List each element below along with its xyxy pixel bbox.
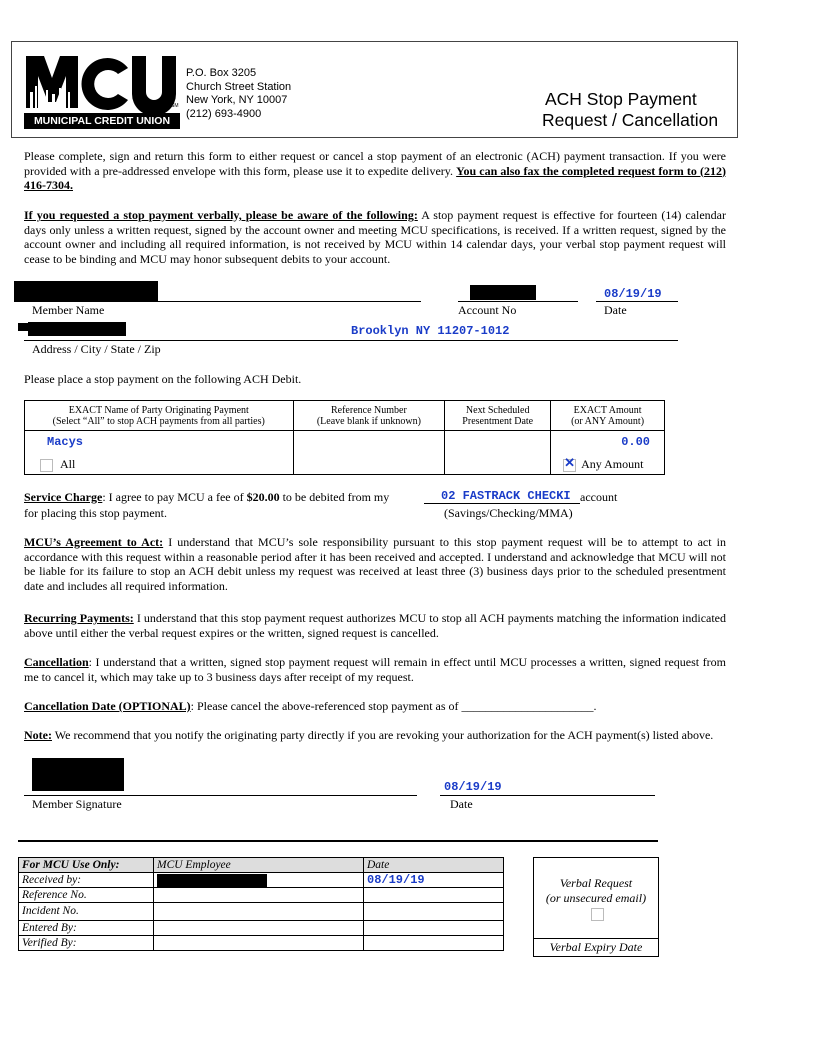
mcu-date-header: Date bbox=[364, 858, 504, 873]
address-line: (212) 693-4900 bbox=[186, 107, 262, 120]
party-name-value[interactable]: Macys bbox=[47, 435, 84, 449]
party-cell[interactable] bbox=[25, 431, 294, 475]
signature-date-value: 08/19/19 bbox=[444, 780, 502, 794]
account-no-line bbox=[458, 301, 578, 302]
account-type-hint: (Savings/Checking/MMA) bbox=[444, 506, 573, 520]
form-title bbox=[540, 89, 730, 131]
incident-no-label: Incident No. bbox=[19, 903, 154, 921]
verified-by-cell bbox=[154, 936, 364, 951]
address-line: New York, NY 10007 bbox=[186, 94, 288, 106]
agreement-text: I understand that MCU’s sole responsibility pursuant to this stop payment request will be to attempt to act in accordance with this request within a reasonable period after it has been received and accepted. I understand and acknowledge that MCU will not be liable for its failure to stop an ACH debit unless my request was received at least three (3) business days prior to the scheduled presentment date and includes all required information. bbox=[24, 535, 726, 593]
debit-account-value[interactable]: 02 FASTRACK CHECKI bbox=[441, 489, 571, 503]
entered-by-date-cell bbox=[364, 921, 504, 936]
account-no-label: Account No bbox=[458, 303, 517, 317]
redacted-signature bbox=[32, 758, 124, 791]
header-amount-hint: (or ANY Amount) bbox=[571, 415, 645, 427]
presentment-cell[interactable] bbox=[445, 431, 551, 475]
mcu-use-table bbox=[18, 857, 504, 951]
reference-no-date-cell bbox=[364, 888, 504, 903]
header-reference-hint: (Leave blank if unknown) bbox=[316, 415, 421, 427]
cancellation-text: : I understand that a written, signed stop payment request will remain in effect until MCU processes a written, signed request from me to cancel it, which may take up to 3 business days after receipt of my request. bbox=[24, 655, 726, 684]
cancel-date-heading: Cancellation Date (OPTIONAL) bbox=[24, 699, 191, 713]
signature-date-label: Date bbox=[450, 797, 473, 811]
agreement-heading: MCU’s Agreement to Act: bbox=[24, 535, 164, 549]
all-option[interactable] bbox=[40, 459, 75, 472]
form-title-line2: Request / Cancellation bbox=[542, 110, 719, 130]
note-text: We recommend that you notify the originating party directly if you are revoking your authorization for the ACH payment(s) listed above. bbox=[51, 728, 714, 742]
address-label: Address / City / State / Zip bbox=[32, 342, 161, 356]
header-reference bbox=[293, 401, 445, 431]
header-party-hint: (Select “All” to stop ACH payments from all parties) bbox=[52, 415, 265, 427]
mcu-use-header: For MCU Use Only: bbox=[19, 858, 154, 873]
verbal-request-checkbox[interactable] bbox=[591, 908, 604, 921]
intro-paragraph bbox=[24, 149, 726, 193]
verbal-request-label: Verbal Request bbox=[559, 876, 633, 890]
note-heading: Note: bbox=[24, 728, 52, 742]
service-charge bbox=[24, 490, 389, 505]
member-date-label: Date bbox=[604, 303, 627, 317]
section-divider bbox=[18, 840, 658, 842]
member-name-label: Member Name bbox=[32, 303, 105, 317]
received-by-label: Received by: bbox=[19, 873, 154, 888]
member-date-line bbox=[596, 301, 678, 302]
signature-date-line bbox=[440, 795, 655, 796]
address-line: Church Street Station bbox=[186, 80, 292, 93]
header-party bbox=[25, 401, 294, 431]
mcu-logo bbox=[24, 52, 180, 130]
incident-no-date-cell bbox=[364, 903, 504, 921]
instruction-text: Please place a stop payment on the following ACH Debit. bbox=[24, 372, 302, 386]
redacted-street-address bbox=[28, 322, 126, 336]
entered-by-label: Entered By: bbox=[19, 921, 154, 936]
redacted-member-name bbox=[14, 281, 158, 302]
reference-cell[interactable] bbox=[293, 431, 445, 475]
logo-subtitle: MUNICIPAL CREDIT UNION bbox=[33, 115, 171, 127]
received-date-cell bbox=[364, 873, 504, 888]
header-amount-title: EXACT Amount bbox=[573, 404, 642, 416]
received-date-value: 08/19/19 bbox=[367, 872, 425, 887]
service-charge-text-a: : I agree to pay MCU a fee of bbox=[102, 490, 247, 504]
incident-no-cell bbox=[154, 903, 364, 921]
any-amount-option[interactable] bbox=[563, 455, 644, 472]
address-line: P.O. Box 3205 bbox=[186, 67, 257, 79]
service-fee: $20.00 bbox=[246, 490, 280, 504]
reference-no-cell bbox=[154, 888, 364, 903]
header-amount bbox=[551, 401, 665, 431]
header-presentment-hint: Presentment Date bbox=[462, 415, 534, 427]
address-line-rule bbox=[24, 340, 678, 341]
mcu-employee-header: MCU Employee bbox=[154, 858, 364, 873]
recurring-paragraph bbox=[24, 611, 726, 640]
service-charge-heading: Service Charge bbox=[24, 490, 103, 504]
signature-label: Member Signature bbox=[32, 797, 122, 811]
reference-no-label: Reference No. bbox=[19, 888, 154, 903]
mcu-address bbox=[186, 67, 291, 121]
recurring-heading: Recurring Payments: bbox=[24, 611, 134, 625]
verbal-text: A stop payment request is effective for fourteen (14) calendar days only unless a written request, signed by the account owner and meeting MCU specifications, is received. If a written request, signed by the account owner and including all required information, is not received by MCU within 14 calendar days, your verbal stop payment request will cease to be binding and MCU may honor subsequent debits to your account. bbox=[24, 208, 727, 266]
service-charge-account-word: account bbox=[580, 490, 618, 504]
verbal-expiry-line bbox=[534, 938, 658, 939]
ach-debit-table bbox=[24, 400, 665, 475]
service-charge-text-b: to be debited from my bbox=[279, 490, 390, 504]
service-charge-text-d: for placing this stop payment. bbox=[24, 506, 167, 520]
verbal-heading: If you requested a stop payment verbally, please be aware of the following: bbox=[24, 208, 418, 222]
entered-by-cell bbox=[154, 921, 364, 936]
signature-line bbox=[24, 795, 417, 796]
cancellation-heading: Cancellation bbox=[24, 655, 89, 669]
member-date-value: 08/19/19 bbox=[604, 287, 662, 301]
header-party-title: EXACT Name of Party Originating Payment bbox=[68, 404, 249, 416]
fax-notice: You can also fax the completed request form to (212) 416-7304. bbox=[24, 163, 726, 192]
intro-text: Please complete, sign and return this form to either request or cancel a stop payment of an electronic (ACH) payment transaction. If you were provided with a pre-addressed envelope with this form, please use it to expedite delivery. bbox=[24, 149, 726, 178]
note-paragraph bbox=[24, 728, 726, 743]
verbal-expiry-label: Verbal Expiry Date bbox=[549, 940, 643, 954]
member-name-line bbox=[24, 301, 421, 302]
verbal-request-sublabel: (or unsecured email) bbox=[545, 891, 647, 905]
amount-value[interactable]: 0.00 bbox=[621, 435, 650, 449]
all-label: All bbox=[60, 457, 76, 472]
header-presentment bbox=[445, 401, 551, 431]
header-reference-title: Reference Number bbox=[330, 404, 407, 416]
cancel-date-paragraph bbox=[24, 699, 726, 714]
verified-by-label: Verified By: bbox=[19, 936, 154, 951]
agreement-paragraph bbox=[24, 535, 726, 593]
received-by-employee bbox=[154, 873, 364, 888]
amount-cell[interactable] bbox=[551, 431, 665, 475]
address-city-value: Brooklyn NY 11207-1012 bbox=[351, 324, 510, 338]
verbal-request-box bbox=[533, 857, 659, 957]
checkmark-x-icon: ✕ bbox=[564, 455, 576, 470]
all-checkbox[interactable] bbox=[40, 459, 53, 472]
any-amount-checkbox[interactable] bbox=[563, 455, 576, 472]
any-amount-label: Any Amount bbox=[581, 457, 644, 472]
verbal-paragraph bbox=[24, 208, 726, 266]
verified-by-date-cell bbox=[364, 936, 504, 951]
redacted-account-number bbox=[470, 285, 536, 300]
cancel-date-text[interactable]: : Please cancel the above-referenced stop payment as of ______________________. bbox=[190, 699, 597, 713]
redacted-street-address-part bbox=[18, 323, 32, 331]
cancellation-paragraph bbox=[24, 655, 726, 684]
header-presentment-title: Next Scheduled bbox=[465, 404, 530, 416]
redacted-employee bbox=[157, 874, 267, 887]
form-title-line1: ACH Stop Payment bbox=[545, 89, 697, 109]
logo-tm: SM bbox=[171, 103, 179, 109]
debit-account-line bbox=[424, 503, 580, 504]
recurring-text: I understand that this stop payment request authorizes MCU to stop all ACH payments matching the information indicated above until either the verbal request expires or the written, signed request is cancelled. bbox=[24, 611, 727, 640]
